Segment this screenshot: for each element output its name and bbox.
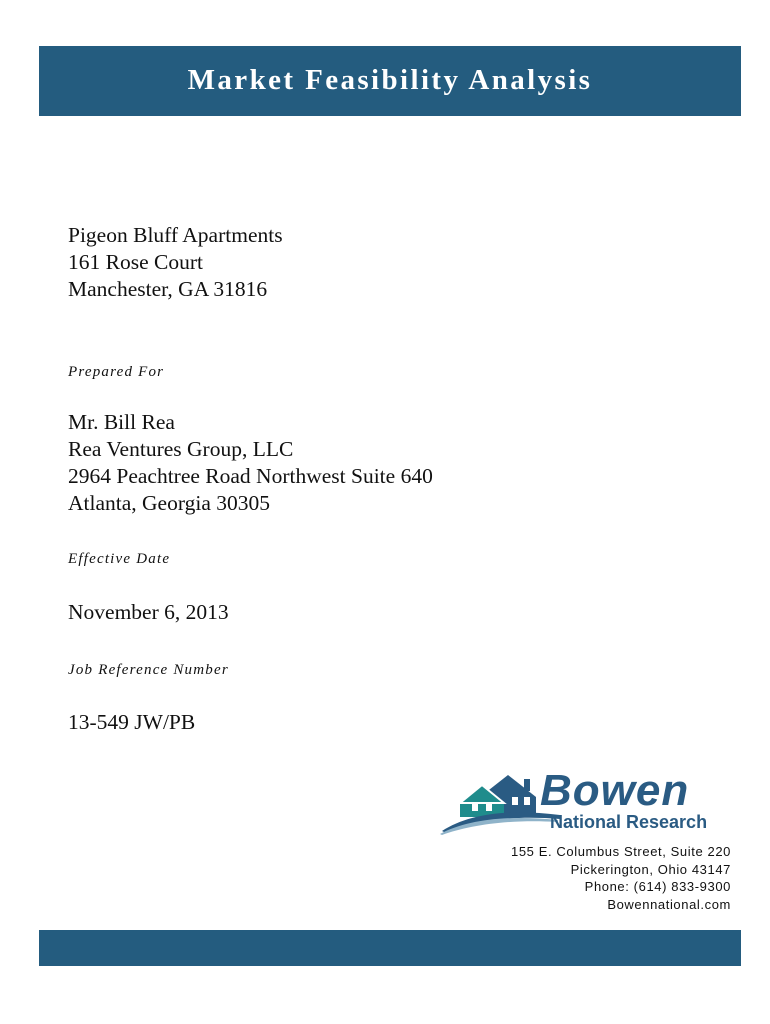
- property-street: 161 Rose Court: [68, 250, 203, 274]
- bowen-logo: [440, 766, 740, 835]
- company-phone: Phone: (614) 833-9300: [584, 879, 731, 894]
- client-city: Atlanta, Georgia 30305: [68, 491, 271, 515]
- document-title: Market Feasibility Analysis: [187, 63, 593, 96]
- logo-wordmark: Bowen: [540, 766, 690, 815]
- document-body: [68, 222, 708, 736]
- property-name: Pigeon Bluff Apartments: [68, 223, 283, 247]
- property-city: Manchester, GA 31816: [68, 277, 268, 301]
- job-reference-label: Job Reference Number: [68, 662, 229, 678]
- company-website: Bowennational.com: [607, 896, 731, 912]
- property-address: [68, 222, 708, 303]
- client-company: Rea Ventures Group, LLC: [68, 437, 294, 461]
- footer-bar: [39, 930, 741, 966]
- company-street: 155 E. Columbus Street, Suite 220: [511, 844, 731, 859]
- company-city: Pickerington, Ohio 43147: [570, 861, 731, 877]
- job-reference-value: 13-549 JW/PB: [68, 710, 196, 734]
- client-street: 2964 Peachtree Road Northwest Suite 640: [68, 464, 433, 488]
- prepared-for-label: Prepared For: [68, 364, 165, 380]
- client-contact: Mr. Bill Rea: [68, 410, 175, 434]
- client-address: [68, 409, 708, 517]
- logo-subtitle: National Research: [550, 812, 708, 832]
- effective-date-value: November 6, 2013: [68, 600, 229, 624]
- title-banner: [39, 46, 741, 116]
- effective-date-label: Effective Date: [68, 551, 171, 567]
- company-address: [511, 843, 731, 913]
